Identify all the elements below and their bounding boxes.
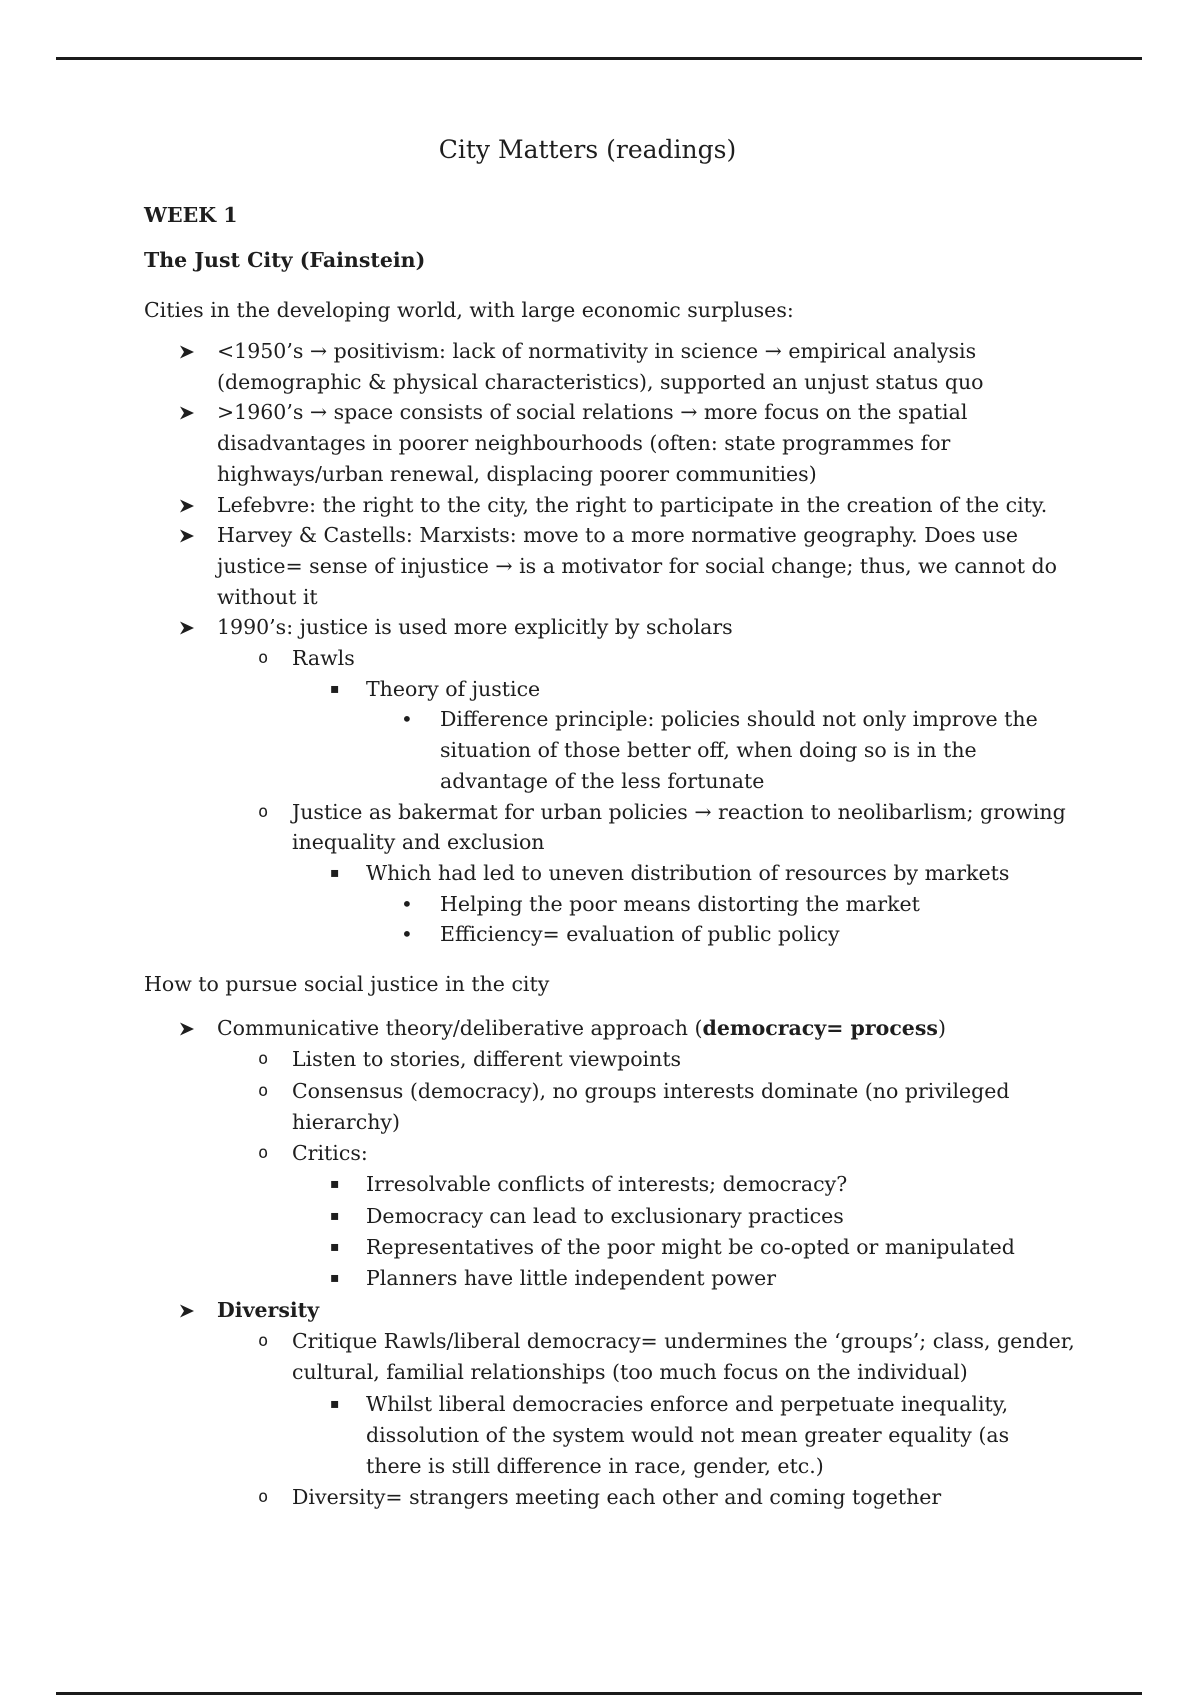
arrowhead-bullet-icon [179, 490, 195, 513]
square-bullet-icon: ▪ [330, 1270, 340, 1287]
note-line: >1960’s → space consists of social relations → more focus on the spatial [217, 400, 968, 425]
note-line: cultural, familial relationships (too much focus on the individual) [292, 1360, 968, 1385]
square-bullet-icon: ▪ [330, 864, 340, 881]
note-item [0, 1076, 1160, 1139]
note-line: Critique Rawls/liberal democracy= undermines the ‘groups’; class, gender, [292, 1328, 1075, 1353]
note-line: disadvantages in poorer neighbourhoods (often: state programmes for [217, 431, 951, 456]
dot-bullet-icon: • [401, 891, 413, 916]
note-item [0, 1013, 1160, 1044]
note-item [0, 1201, 1160, 1232]
dot-bullet-icon: • [401, 922, 413, 947]
circle-bullet-icon: o [258, 1143, 269, 1164]
note-line: there is still difference in race, gender, etc.) [366, 1454, 824, 1479]
square-bullet-icon: ▪ [330, 1239, 340, 1256]
square-bullet-icon: ▪ [330, 680, 340, 697]
circle-bullet-icon: o [258, 1487, 269, 1508]
note-line: Helping the poor means distorting the market [440, 891, 920, 916]
note-line: Diversity= strangers meeting each other and coming together [292, 1485, 942, 1510]
note-line: hierarchy) [292, 1109, 400, 1134]
arrowhead-bullet-icon [179, 397, 195, 420]
week-heading: WEEK 1 [144, 203, 238, 227]
dot-bullet-icon: • [401, 707, 413, 732]
note-item [0, 1232, 1160, 1263]
note-item [0, 1326, 1160, 1389]
circle-bullet-icon: o [258, 1080, 269, 1101]
square-bullet-icon: ▪ [330, 1176, 340, 1193]
note-line: advantage of the less fortunate [440, 768, 765, 793]
note-line: Harvey & Castells: Marxists: move to a more normative geography. Does use [217, 523, 1019, 548]
circle-bullet-icon: o [258, 1049, 269, 1070]
note-line: Consensus (democracy), no groups interests dominate (no privileged [292, 1078, 1010, 1103]
arrowhead-bullet-icon [179, 1013, 195, 1036]
note-item [0, 1044, 1160, 1075]
note-line: Irresolvable conflicts of interests; democracy? [366, 1172, 848, 1197]
note-line: Representatives of the poor might be co-opted or manipulated [366, 1235, 1015, 1260]
circle-bullet-icon: o [258, 648, 269, 669]
reading-notes-list-2 [0, 1013, 1160, 1514]
note-item [0, 858, 1160, 889]
note-line: Democracy can lead to exclusionary practices [366, 1203, 844, 1228]
arrowhead-bullet-icon [179, 520, 195, 543]
note-item [0, 520, 1160, 612]
note-item [0, 1169, 1160, 1200]
note-line: Planners have little independent power [366, 1266, 777, 1291]
bottom-rule [56, 1692, 1142, 1695]
note-item [0, 674, 1160, 705]
note-item [0, 1295, 1160, 1326]
note-item [0, 397, 1160, 489]
intro-paragraph: Cities in the developing world, with large economic surpluses: [144, 298, 794, 322]
note-line: Theory of justice [366, 676, 541, 701]
note-line: dissolution of the system would not mean greater equality (as [366, 1422, 1010, 1447]
reading-notes-list-1 [0, 336, 1160, 950]
note-line: inequality and exclusion [292, 830, 545, 855]
note-item [0, 643, 1160, 674]
note-line: Critics: [292, 1141, 368, 1166]
note-item [0, 1263, 1160, 1294]
reading-heading: The Just City (Fainstein) [144, 248, 426, 272]
note-item [0, 704, 1160, 796]
arrowhead-bullet-icon [179, 336, 195, 359]
note-item [0, 490, 1160, 521]
note-line: Diversity [217, 1297, 320, 1322]
note-line: Difference principle: policies should not only improve the [440, 707, 1038, 732]
note-item [0, 919, 1160, 950]
circle-bullet-icon: o [258, 801, 269, 822]
note-line: Which had led to uneven distribution of resources by markets [366, 860, 1010, 885]
note-item [0, 889, 1160, 920]
note-line: <1950’s → positivism: lack of normativity in science → empirical analysis [217, 339, 977, 363]
note-line: situation of those better off, when doing so is in the [440, 738, 977, 763]
note-item [0, 336, 1160, 397]
note-line: Listen to stories, different viewpoints [292, 1047, 682, 1072]
section-paragraph: How to pursue social justice in the city [144, 972, 550, 996]
note-item [0, 797, 1160, 858]
note-line: Lefebvre: the right to the city, the right to participate in the creation of the city. [217, 492, 1048, 517]
note-line: Justice as bakermat for urban policies → reaction to neolibarlism; growing [292, 799, 1066, 824]
top-rule [56, 57, 1142, 60]
circle-bullet-icon: o [258, 1330, 269, 1351]
note-line: without it [217, 584, 318, 609]
note-line: (demographic & physical characteristics), supported an unjust status quo [217, 369, 984, 394]
note-line: Rawls [292, 646, 355, 671]
arrowhead-bullet-icon [179, 612, 195, 635]
note-item [0, 1482, 1160, 1513]
square-bullet-icon: ▪ [330, 1395, 340, 1412]
note-line: Communicative theory/deliberative approach (democracy= process) [217, 1016, 946, 1040]
arrowhead-bullet-icon [179, 1295, 195, 1318]
note-line: justice= sense of injustice → is a motivator for social change; thus, we cannot do [217, 553, 1057, 578]
square-bullet-icon: ▪ [330, 1207, 340, 1224]
note-line: Whilst liberal democracies enforce and perpetuate inequality, [366, 1391, 1009, 1416]
note-item [0, 612, 1160, 643]
note-item [0, 1138, 1160, 1169]
note-item [0, 1389, 1160, 1483]
note-line: Efficiency= evaluation of public policy [440, 922, 840, 947]
note-line: 1990’s: justice is used more explicitly by scholars [217, 615, 733, 640]
page-title: City Matters (readings) [438, 135, 737, 164]
note-line: highways/urban renewal, displacing poorer communities) [217, 461, 817, 486]
